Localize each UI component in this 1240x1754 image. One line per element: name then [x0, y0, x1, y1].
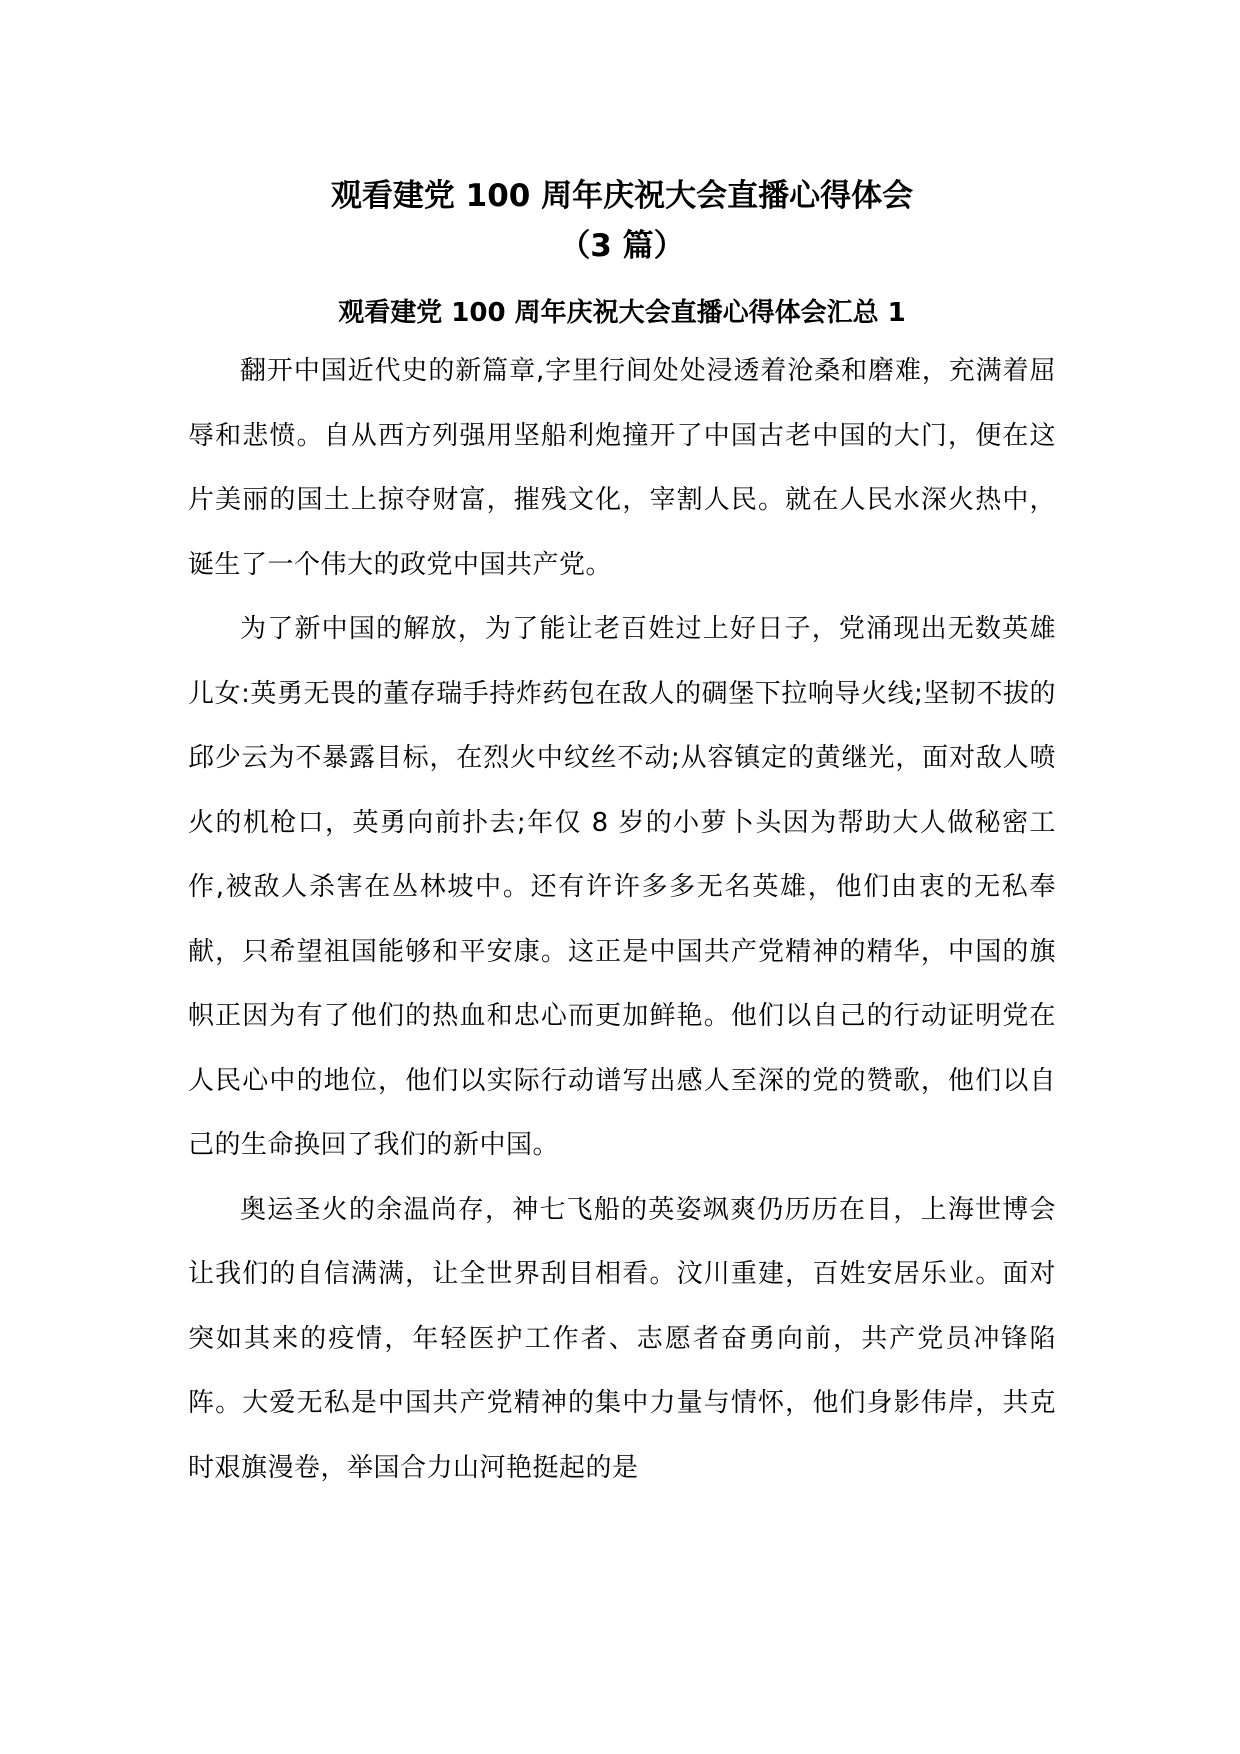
paragraph: 奥运圣火的余温尚存，神七飞船的英姿飒爽仍历历在目，上海世博会让我们的自信满满，让全世界刮目相看。汶川重建，百姓安居乐业。面对突如其来的疫情，年轻医护工作者、志愿者奋勇向前，共产党员冲锋陷阵。大爱无私是中国共产党精神的集中力量与情怀，他们身影伟岸，共克时艰旗漫卷，举国合力山河艳挺起的是 — [188, 1194, 1056, 1483]
body-text — [188, 339, 1056, 1500]
section-heading: 观看建党 100 周年庆祝大会直播心得体会汇总 1 — [338, 298, 906, 328]
document-title-count: （3 篇） — [559, 228, 685, 264]
document-title: 观看建党 100 周年庆祝大会直播心得体会 — [330, 178, 914, 214]
paragraph: 翻开中国近代史的新篇章,字里行间处处浸透着沧桑和磨难，充满着屈辱和悲愤。自从西方列强用坚船利炮撞开了中国古老中国的大门，便在这片美丽的国土上掠夺财富，摧残文化，宰割人民。就在人民水深火热中，诞生了一个伟大的政党中国共产党。 — [188, 356, 1056, 580]
paragraph: 为了新中国的解放，为了能让老百姓过上好日子，党涌现出无数英雄儿女:英勇无畏的董存瑞手持炸药包在敌人的碉堡下拉响导火线;坚韧不拔的邱少云为不暴露目标，在烈火中纹丝不动;从容镇定的黄继光，面对敌人喷火的机枪口，英勇向前扑去;年仅 8 岁的小萝卜头因为帮助大人做秘密工作,被敌人杀害在丛林坡中。还有许许多多无名英雄，他们由衷的无私奉献，只希望祖国能够和平安康。这正是中国共产党精神的精华，中国的旗帜正因为有了他们的热血和忠心而更加鲜艳。他们以自己的行动证明党在人民心中的地位，他们以实际行动谱写出感人至深的党的赞歌，他们以自己的生命换回了我们的新中国。 — [188, 614, 1056, 1160]
document-content — [188, 171, 1056, 1500]
